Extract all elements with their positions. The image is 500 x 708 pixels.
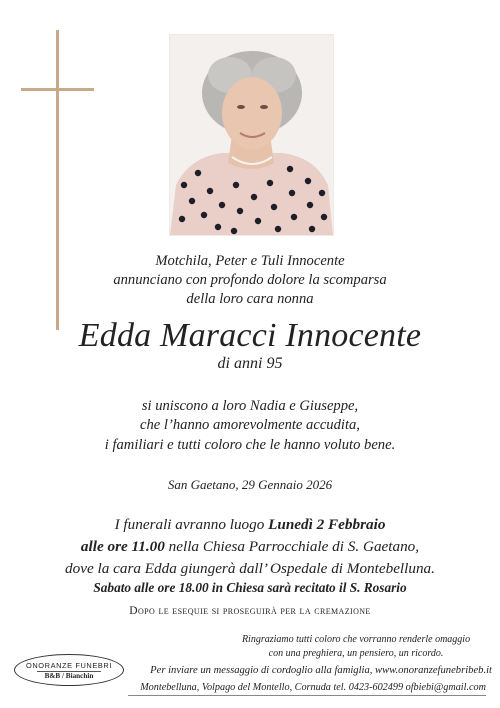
intro-line-3: della loro cara nonna [186, 291, 314, 307]
thanks-note [226, 633, 486, 660]
funeral-line-1 [0, 514, 500, 536]
funeral-day: Lunedì 2 Febbraio [268, 516, 386, 533]
funeral-time: alle ore 11.00 [80, 538, 165, 555]
funeral-line-2 [0, 536, 500, 558]
thanks-line-2: con una preghiera, un pensiero, un ricordo. [268, 647, 444, 659]
funeral-home-contacts: Montebelluna, Volpago del Montello, Cornuda tel. 0423-602499 ofbiebi@gmail.com [140, 682, 486, 693]
portrait-photo [169, 34, 334, 236]
deceased-name: Edda Maracci Innocente [78, 317, 422, 354]
family-line-2: che l’hanno amorevolmente accudita, [140, 417, 360, 434]
thanks-line-1: Ringraziamo tutti coloro che vorranno renderle omaggio [241, 634, 471, 645]
intro-line-2: annunciano con profondo dolore la scomparsa [113, 272, 387, 288]
intro-line-1: Motchila, Peter e Tuli Innocente [155, 253, 345, 269]
deceased-age: di anni 95 [217, 355, 283, 372]
funeral-church: nella Chiesa Parrocchiale di S. Gaetano, [164, 538, 420, 555]
funeral-home-logo [14, 654, 124, 686]
logo-line-1: ONORANZE FUNEBRI [26, 661, 112, 670]
rosary-notice: Sabato alle ore 18.00 in Chiesa sarà recitato il S. Rosario [93, 580, 407, 595]
condolence-message-link[interactable]: Per inviare un messaggio di cordoglio alla famiglia, www.onoranzefunebribeb.it [150, 665, 492, 676]
cremation-notice: Dopo le esequie si proseguirà per la cremazione [129, 605, 371, 617]
logo-line-2: B&B / Bianchin [37, 671, 101, 681]
announcement-intro [0, 252, 500, 309]
family-line-3: i familiari e tutti coloro che le hanno voluto bene. [104, 436, 396, 453]
funeral-line-3: dove la cara Edda giungerà dall’ Ospedale di Montebelluna. [65, 560, 435, 577]
funeral-line-1-text: I funerali avranno luogo [114, 516, 269, 533]
family-block [0, 397, 500, 455]
family-line-1: si uniscono a loro Nadia e Giuseppe, [141, 398, 359, 414]
funeral-details [0, 514, 500, 580]
footer-divider [128, 695, 486, 696]
place-date: San Gaetano, 29 Gennaio 2026 [167, 477, 333, 492]
